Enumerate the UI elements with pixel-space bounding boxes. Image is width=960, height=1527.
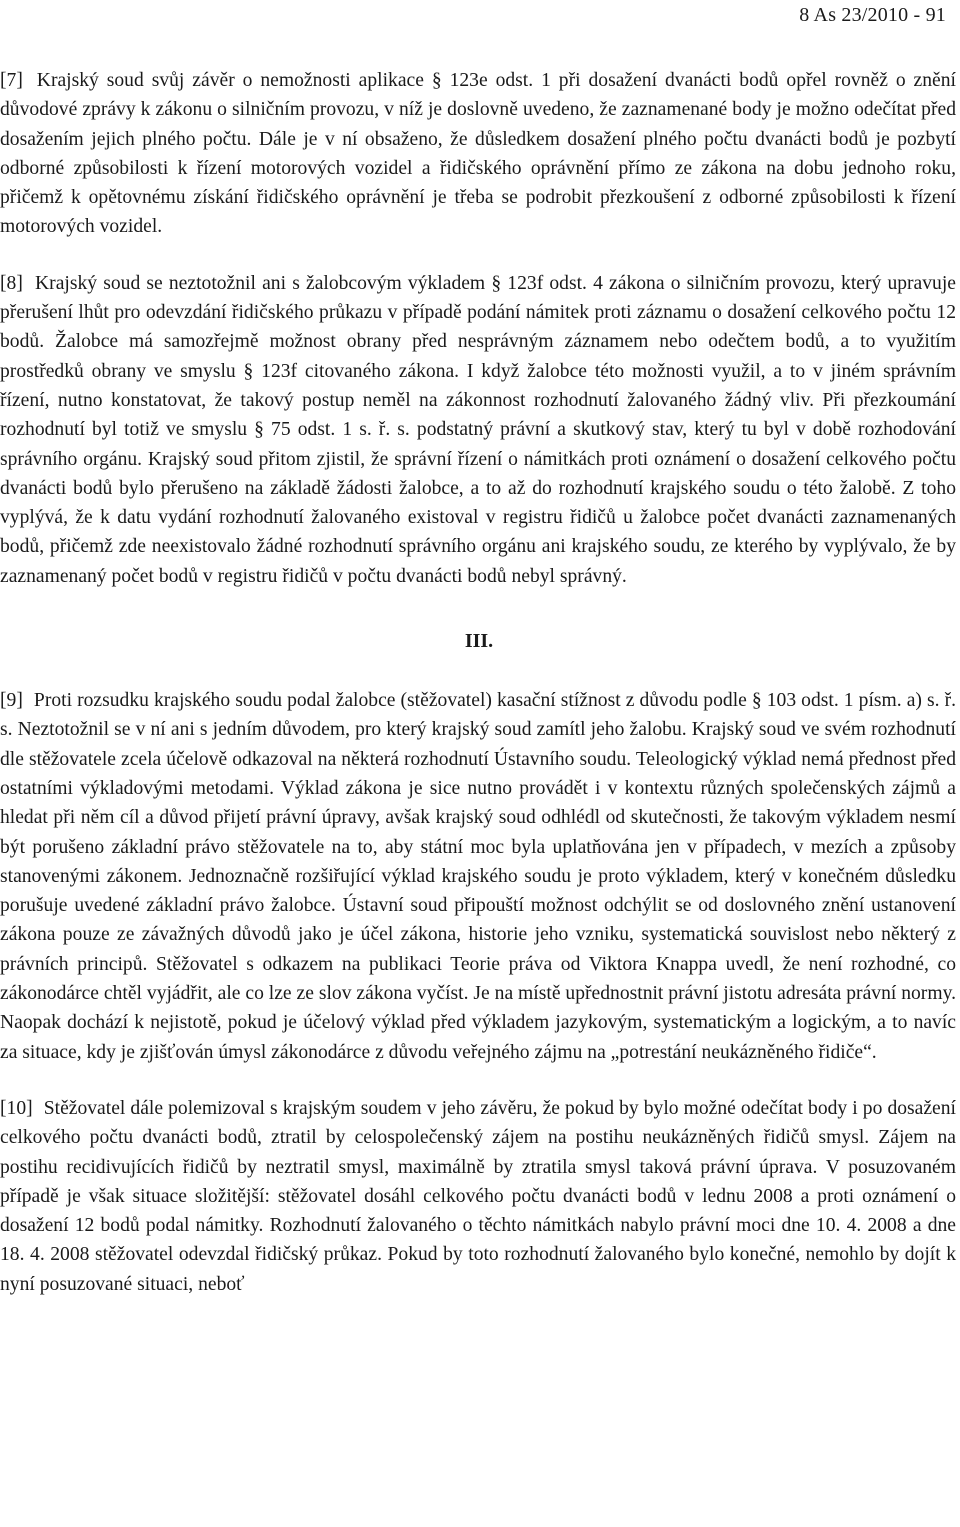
paragraph-10 [0, 1094, 956, 1299]
paragraph-number: [7] [0, 70, 23, 91]
section-heading: III. [464, 630, 494, 653]
paragraph-9 [0, 686, 956, 1067]
paragraph-text: Krajský soud se neztotožnil ani s žalobcovým výkladem § 123f odst. 4 zákona o silničním provozu, který upravuje přerušení lhůt pro odevzdání řidičského průkazu v případě podání námitek proti záznamu o dosažení celkového počtu 12 bodů. Žalobce má samozřejmě možnost obrany před nesprávným záznamem nebo odečtem bodů, a to využitím prostředků obrany ve smyslu § 123f citovaného zákona. I když žalobce této možnosti využil, a to v jiném správním řízení, nutno konstatovat, že takový postup neměl na zákonnost rozhodnutí žalovaného žádný vliv. Při přezkoumání rozhodnutí byl totiž ve smyslu § 75 odst. 1 s. ř. s. podstatný právní a skutkový stav, který tu byl v době rozhodování správního orgánu. Krajský soud přitom zjistil, že správní řízení o námitkách proti oznámení o dosažení celkového počtu dvanácti bodů bylo přerušeno na základě žádosti žalobce, a to až do rozhodnutí krajského soudu o této žalobě. Z toho vyplývá, že k datu vydání rozhodnutí žalovaného existoval v registru řidičů u žalobce počet dvanácti zaznamenaných bodů, přičemž zde neexistovalo žádné rozhodnutí správního orgánu ani krajského soudu, ze kterého by vyplývalo, že by zaznamenaný počet bodů v registru řidičů v počtu dvanácti bodů nebyl správný. [0, 272, 956, 587]
page-header-case-number: 8 As 23/2010 - 91 [799, 4, 946, 26]
paragraph-text: Proti rozsudku krajského soudu podal žalobce (stěžovatel) kasační stížnost z důvodu podle § 103 odst. 1 písm. a) s. ř. s. Neztotožnil se v ní ani s jedním důvodem, pro který krajský soud zamítl jeho žalobu. Krajský soud ve svém rozhodnutí dle stěžovatele zcela účelově odkazoval na některá rozhodnutí Ústavního soudu. Teleologický výklad nemá přednost před ostatními výkladovými metodami. Výklad zákona je sice nutno provádět i v kontextu různých společenských zájmů a hledat při něm cíl a důvod přijetí právní úpravy, avšak krajský soud odhlédl od skutečnosti, že takovým výkladem nesmí být porušeno základní právo stěžovatele na to, aby státní moc byla uplatňována jen v případech, v mezích a způsoby stanovenými zákonem. Jednoznačně rozšiřující výklad krajského soudu je proto výkladem, který v konečném důsledku porušuje uvedené základní právo žalobce. Ústavní soud připouští možnost odchýlit se od doslovného znění ustanovení zákona pouze ze závažných důvodů jako je účel zákona, historie jeho vzniku, systematická souvislost nebo některý z právních principů. Stěžovatel s odkazem na publikaci Teorie práva od Viktora Knappa uvedl, že není rozhodné, co zákonodárce chtěl vyjádřit, ale co lze ze slov zákona vyčíst. Je na místě upřednostnit právní jistotu adresáta právní normy. Naopak dochází k nejistotě, pokud je účelový výklad před výkladem jazykovým, systematickým a logickým, a to navíc za situace, kdy je zjišťován úmysl zákonodárce z důvodu veřejného zájmu na „potrestání neukázněného řidiče“. [0, 690, 956, 1063]
paragraph-number: [9] [0, 690, 23, 712]
paragraph-7 [0, 66, 956, 242]
paragraph-number: [10] [0, 1097, 33, 1119]
paragraph-8 [0, 269, 956, 591]
paragraph-text: Krajský soud svůj závěr o nemožnosti aplikace § 123e odst. 1 při dosažení dvanácti bodů opřel rovněž o znění důvodové zprávy k zákonu o silničním provozu, v níž je doslovně uvedeno, že zaznamenané body je možno odečítat před dosažením jejich plného počtu. Dále je v ní obsaženo, že důsledkem dosažení plného počtu dvanácti bodů je pozbytí odborné způsobilosti k řízení motorových vozidel a řidičského oprávnění přímo ze zákona na dobu jednoho roku, přičemž k opětovnému získání řidičského oprávnění je třeba se podrobit přezkoušení z odborné způsobilosti k řízení motorových vozidel. [0, 70, 956, 238]
document-body [0, 66, 956, 1299]
paragraph-number: [8] [0, 272, 23, 294]
paragraph-text: Stěžovatel dále polemizoval s krajským soudem v jeho závěru, že pokud by bylo možné odečítat body i po dosažení celkového počtu dvanácti bodů, ztratil by celospolečenský zájem na postihu neukázněných řidičů smysl. Zájem na postihu recidivujících řidičů by neztratil smysl, maximálně by ztratila smysl taková právní úprava. V posuzovaném případě je však situace složitější: stěžovatel dosáhl celkového počtu dvanácti bodů v lednu 2008 a proti oznámení o dosažení 12 bodů podal námitky. Rozhodnutí žalovaného o těchto námitkách nabylo právní moci dne 10. 4. 2008 a dne 18. 4. 2008 stěžovatel odevzdal řidičský průkaz. Pokud by toto rozhodnutí žalovaného bylo konečné, nemohlo by dojít k nyní posuzované situaci, neboť [0, 1097, 956, 1295]
